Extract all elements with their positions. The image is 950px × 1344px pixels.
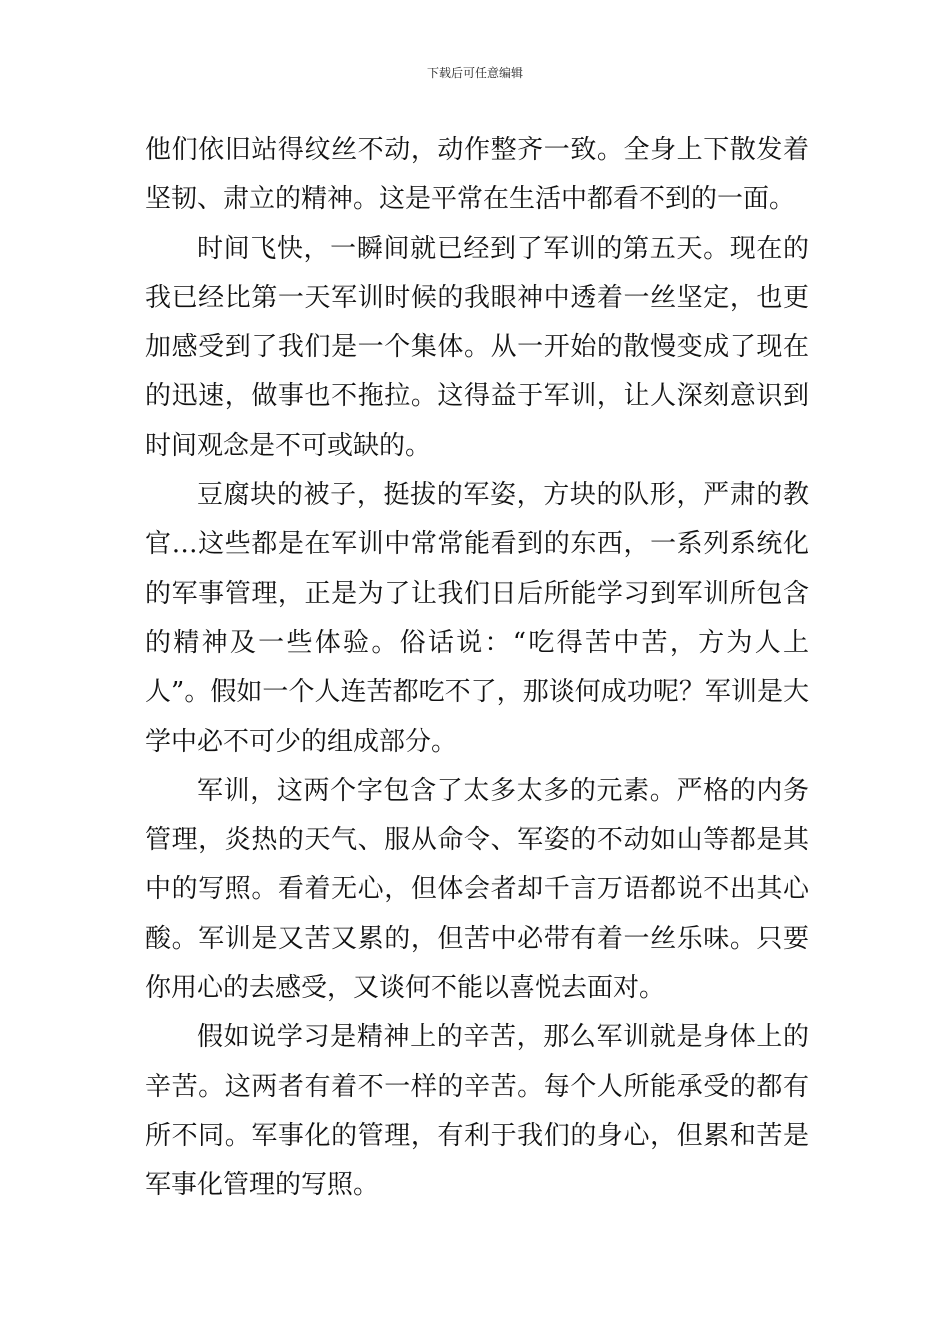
page-header-note: 下载后可任意编辑: [426, 66, 523, 80]
paragraph-1: 他们依旧站得纹丝不动，动作整齐一致。全身上下散发着坚韧、肃立的精神。这是平常在生活中都看不到的一面。: [145, 135, 809, 215]
paragraph-4: 军训，这两个字包含了太多太多的元素。严格的内务管理，炎热的天气、服从命令、军姿的不动如山等都是其中的写照。看着无心，但体会者却千言万语都说不出其心酸。军训是又苦又累的，但苦中必带有着一丝乐味。只要你用心的去感受，又谈何不能以喜悦去面对。: [145, 775, 809, 1004]
paragraph-3: 豆腐块的被子，挺拔的军姿，方块的队形，严肃的教官…这些都是在军训中常常能看到的东西，一系列系统化的军事管理，正是为了让我们日后所能学习到军训所包含的精神及一些体验。俗话说：“吃得苦中苦，方为人上人”。假如一个人连苦都吃不了，那谈何成功呢？军训是大学中必不可少的组成部分。: [145, 480, 809, 757]
paragraph-2: 时间飞快，一瞬间就已经到了军训的第五天。现在的我已经比第一天军训时候的我眼神中透着一丝坚定，也更加感受到了我们是一个集体。从一开始的散慢变成了现在的迅速，做事也不拖拉。这得益于军训，让人深刻意识到时间观念是不可或缺的。: [145, 233, 809, 461]
document-body: [145, 126, 809, 1211]
paragraph-5: 假如说学习是精神上的辛苦，那么军训就是身体上的辛苦。这两者有着不一样的辛苦。每个人所能承受的都有所不同。军事化的管理，有利于我们的身心，但累和苦是军事化管理的写照。: [145, 1022, 809, 1201]
